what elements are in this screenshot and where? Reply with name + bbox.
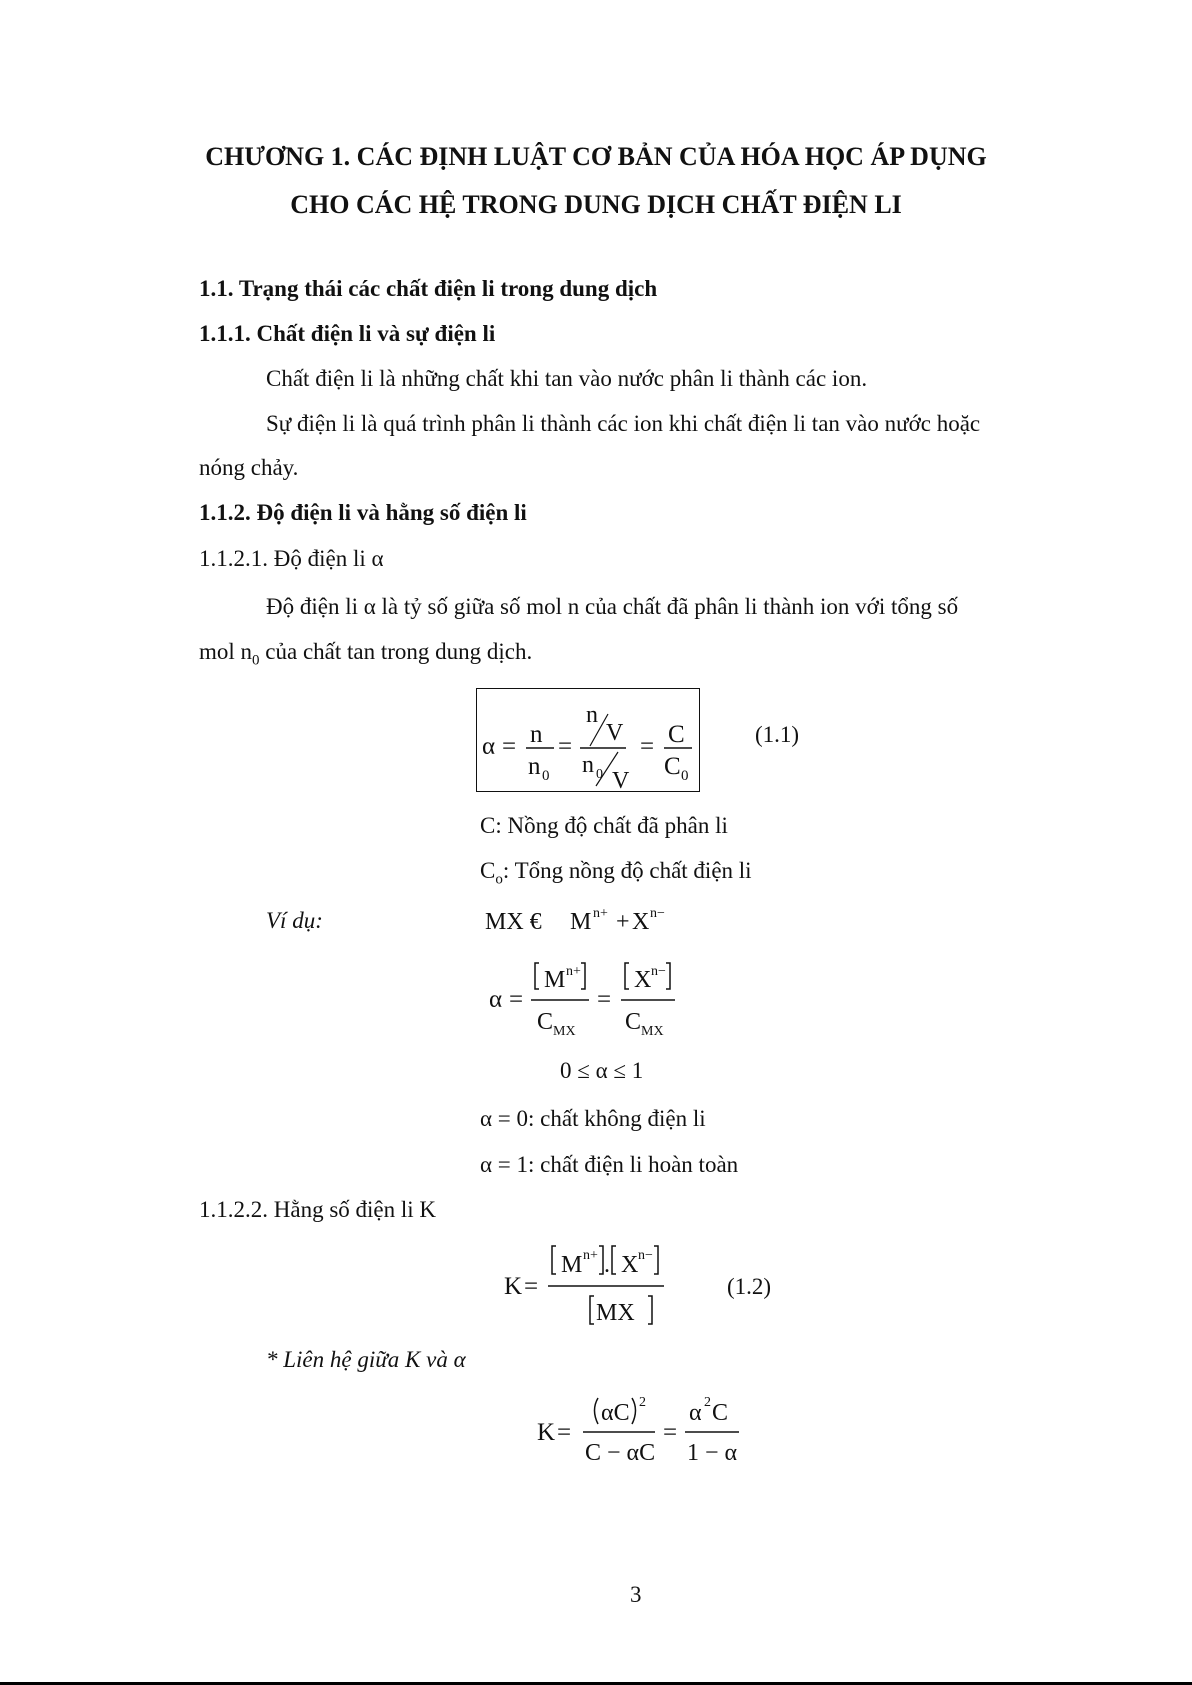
alpha-definition-line-1: Độ điện li α là tỷ số giữa số mol n của chất đã phân li thành ion với tổng số: [266, 594, 959, 619]
relation-equation: [533, 1390, 753, 1470]
alpha-ratio-m: M: [544, 967, 566, 993]
eq11-frac1-denominator: n: [528, 753, 541, 780]
alpha-definition-subscript: 0: [252, 652, 260, 669]
alpha-definition-line-2: [199, 639, 532, 670]
relation-denominator-2: 1 − α: [687, 1440, 738, 1466]
alpha-ratio-bracket-left-2: [625, 963, 629, 989]
eq11-alpha: α: [482, 733, 496, 760]
legend-c0: [480, 858, 752, 889]
eq11-frac1-numerator: n: [530, 721, 543, 748]
legend-c0-subscript: o: [495, 871, 503, 888]
section-heading-1-1-2-2: 1.1.2.2. Hằng số điện li K: [199, 1197, 437, 1222]
eq11-equals-2: =: [558, 733, 573, 760]
alpha-ratio-x: X: [634, 967, 652, 993]
equation-1-2: [500, 1240, 700, 1330]
alpha-ratio-alpha: α: [489, 986, 503, 1013]
reaction-x: X: [632, 909, 650, 935]
eq11-frac2-v2: V: [612, 768, 630, 794]
relation-paren-right: [632, 1398, 636, 1424]
relation-equals-2: =: [663, 1419, 678, 1446]
relation-numerator-alpha: α: [689, 1400, 702, 1426]
example-reaction: [480, 900, 700, 940]
equation-1-1-number: (1.1): [755, 722, 800, 747]
section-heading-1-1-2: 1.1.2. Độ điện li và hằng số điện li: [199, 500, 527, 525]
alpha-definition-mol-label: mol n: [199, 639, 253, 664]
eq12-bracket-left-2: [612, 1246, 616, 1274]
alpha-ratio-sub-2: MX: [641, 1024, 664, 1039]
eq12-bracket-left-1: [552, 1246, 556, 1274]
definition-paragraph-2-line-2: nóng chảy.: [199, 455, 299, 480]
reaction-m: M: [570, 909, 592, 935]
alpha-ratio-denominator-1: C: [537, 1009, 554, 1035]
eq11-frac2-n0: n: [582, 752, 594, 778]
section-heading-1-1-1: 1.1.1. Chất điện li và sự điện li: [199, 321, 496, 346]
chapter-title-line-2: CHO CÁC HỆ TRONG DUNG DỊCH CHẤT ĐIỆN LI: [290, 190, 902, 219]
reaction-left: MX €: [485, 909, 542, 935]
eq11-equals-1: =: [502, 733, 517, 760]
alpha-ratio-denominator-2: C: [625, 1009, 642, 1035]
eq12-bracket-right-1: [599, 1246, 603, 1274]
relation-k: K: [537, 1419, 556, 1446]
legend-c0-symbol: C: [480, 858, 496, 883]
alpha-ratio-bracket-right-2: [666, 963, 670, 989]
eq12-x-charge: n−: [638, 1248, 653, 1263]
eq11-frac2-v1: V: [606, 720, 624, 746]
section-heading-1-1-2-1: 1.1.2.1. Độ điện li α: [199, 546, 384, 571]
alpha-ratio-sub-1: MX: [553, 1024, 576, 1039]
reaction-plus: +: [616, 909, 630, 935]
eq12-denominator: MX: [596, 1300, 635, 1326]
alpha-range: 0 ≤ α ≤ 1: [560, 1058, 644, 1083]
eq12-bracket-right-3: [648, 1296, 652, 1324]
relation-label: * Liên hệ giữa K và α: [266, 1347, 466, 1372]
example-label: Ví dụ:: [266, 908, 323, 933]
relation-paren-left: [595, 1398, 599, 1424]
reaction-m-charge: n+: [593, 906, 608, 921]
relation-denominator-1: C − αC: [585, 1440, 656, 1466]
eq12-bracket-right-2: [654, 1246, 658, 1274]
alpha-ratio-m-charge: n+: [566, 964, 581, 979]
alpha-ratio-equation: [485, 955, 705, 1041]
eq11-frac3-subscript: 0: [681, 768, 689, 784]
relation-equals-1: =: [557, 1419, 572, 1446]
page-number: 3: [630, 1582, 642, 1607]
eq12-dot: .: [604, 1252, 610, 1278]
eq12-m: M: [561, 1252, 583, 1278]
eq11-equals-3: =: [640, 733, 655, 760]
eq11-frac2-subscript: 0: [596, 767, 603, 782]
eq12-equals: =: [524, 1273, 539, 1300]
alpha-ratio-equals-2: =: [597, 986, 612, 1013]
eq11-frac2-n: n: [586, 702, 598, 728]
eq12-k: K: [504, 1273, 523, 1300]
definition-paragraph-1: Chất điện li là những chất khi tan vào nước phân li thành các ion.: [266, 366, 868, 391]
relation-square: 2: [639, 1395, 646, 1410]
alpha-ratio-x-charge: n−: [651, 964, 666, 979]
alpha-ratio-bracket-right-1: [581, 963, 585, 989]
eq12-x: X: [621, 1252, 639, 1278]
legend-c0-text: : Tổng nồng độ chất điện li: [502, 858, 752, 883]
relation-alpha-c: αC: [601, 1400, 630, 1426]
alpha-ratio-equals-1: =: [509, 986, 524, 1013]
alpha-ratio-bracket-left-1: [535, 963, 539, 989]
relation-numerator-c: C: [712, 1400, 729, 1426]
eq11-frac3-denominator: C: [664, 753, 681, 780]
definition-paragraph-2-line-1: Sự điện li là quá trình phân li thành các ion khi chất điện li tan vào nước hoặc: [266, 411, 981, 436]
relation-numerator-square: 2: [704, 1395, 711, 1410]
eq12-bracket-left-3: [590, 1296, 594, 1324]
eq12-m-charge: n+: [583, 1248, 598, 1263]
eq11-frac3-numerator: C: [668, 721, 685, 748]
chapter-title-line-1: CHƯƠNG 1. CÁC ĐỊNH LUẬT CƠ BẢN CỦA HÓA HỌC ÁP DỤNG: [205, 142, 987, 171]
reaction-x-charge: n−: [650, 906, 665, 921]
eq11-frac1-subscript: 0: [542, 768, 550, 784]
legend-c: C: Nồng độ chất đã phân li: [480, 813, 728, 838]
alpha-zero-meaning: α = 0: chất không điện li: [480, 1106, 706, 1131]
equation-1-1: [476, 688, 702, 794]
section-heading-1-1: 1.1. Trạng thái các chất điện li trong dung dịch: [199, 276, 658, 301]
equation-1-2-number: (1.2): [727, 1274, 772, 1299]
alpha-one-meaning: α = 1: chất điện li hoàn toàn: [480, 1152, 739, 1177]
alpha-definition-rest: của chất tan trong dung dịch.: [259, 639, 533, 664]
